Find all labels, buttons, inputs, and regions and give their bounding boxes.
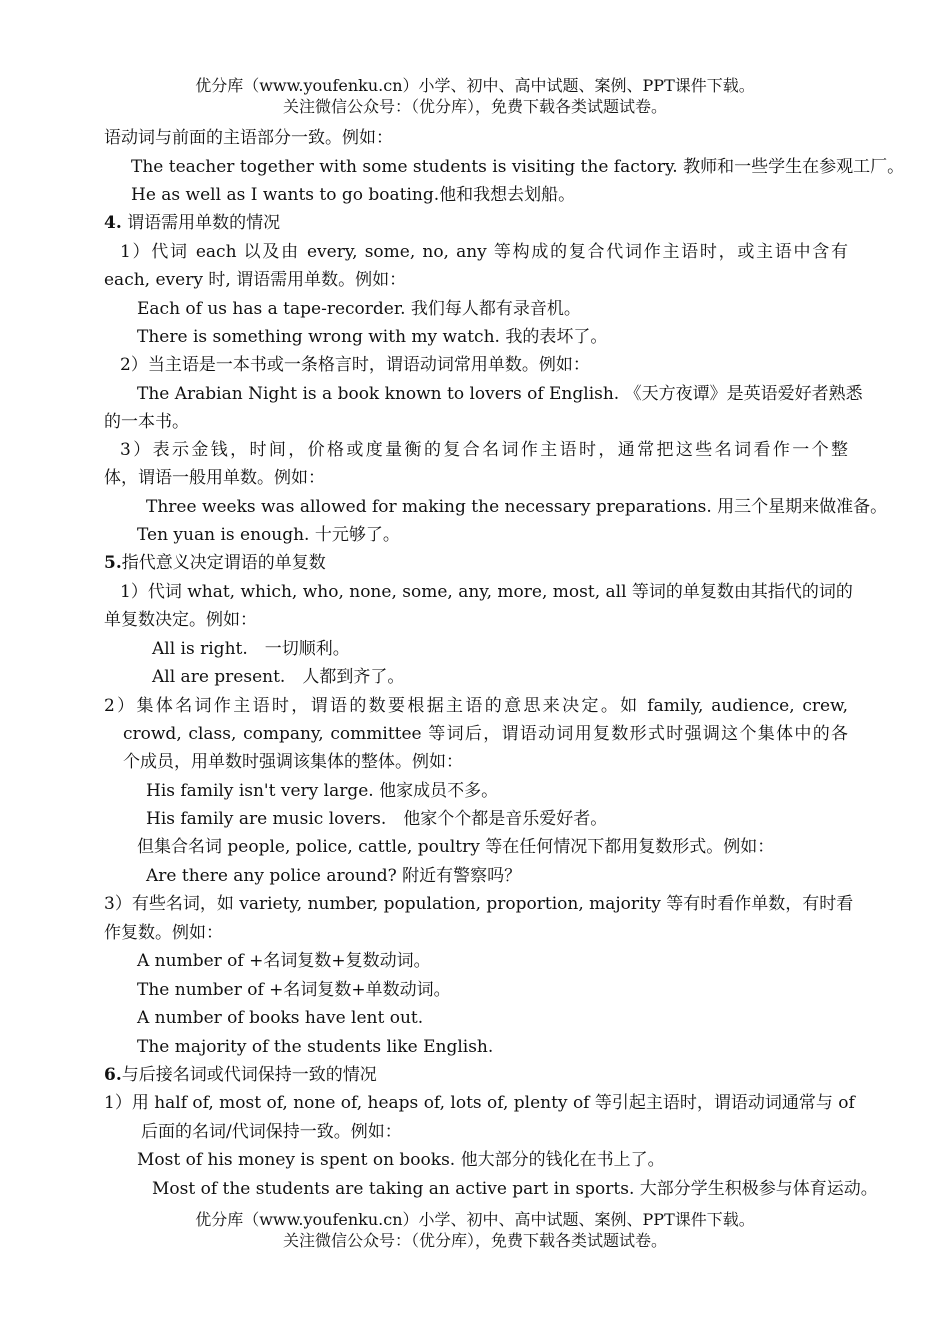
example-text: A number of books have lent out. [137,1008,424,1028]
section-heading-5 [104,549,326,577]
example-text: All are present. 人都到齐了。 [152,667,405,687]
section-title: 指代意义决定谓语的单复数 [121,553,326,573]
section-number: 5. [104,553,122,573]
paragraph-text: each, every 时, 谓语需用单数。例如： [104,270,407,290]
example-text: The Arabian Night is a book known to lovers of English. 《天方夜谭》是英语爱好者熟悉 [137,384,863,404]
example-text: There is something wrong with my watch. 我的表坏了。 [137,327,608,347]
paragraph-text: 1）代词 what, which, who, none, some, any, more, most, all 等词的单复数由其指代的词的 [120,582,853,602]
paragraph-text: crowd, class, company, committee 等词后，谓语动词用复数形式时强调这个集体中的各 [123,724,848,744]
paragraph-text: 单复数决定。例如： [104,610,257,630]
footer-line-1: 优分库（www.youfenku.cn）小学、初中、高中试题、案例、PPT课件下载。 [195,1210,755,1229]
section-heading-4 [104,209,280,237]
paragraph-text: 3）有些名词，如 variety, number, population, proportion, majority 等有时看作单数，有时看 [104,894,854,914]
paragraph-text: 作复数。例如： [104,923,223,943]
example-text: The majority of the students like English. [137,1037,494,1057]
header-line-1: 优分库（www.youfenku.cn）小学、初中、高中试题、案例、PPT课件下载。 [195,76,755,95]
paragraph-text: 后面的名词/代词保持一致。例如： [141,1122,402,1142]
example-text: Each of us has a tape-recorder. 我们每人都有录音机。 [137,299,581,319]
example-text: Three weeks was allowed for making the necessary preparations. 用三个星期来做准备。 [146,497,888,517]
example-text: Most of his money is spent on books. 他大部分的钱化在书上了。 [137,1150,665,1170]
paragraph-text: 个成员，用单数时强调该集体的整体。例如： [123,752,463,772]
example-text: The number of +名词复数+单数动词。 [137,980,451,1000]
example-text: His family isn't very large. 他家成员不多。 [146,781,499,801]
paragraph-text: 3）表示金钱，时间，价格或度量衡的复合名词作主语时，通常把这些名词看作一个整 [120,440,848,460]
paragraph-text: 2）当主语是一本书或一条格言时，谓语动词常用单数。例如： [120,355,590,375]
example-text: Ten yuan is enough. 十元够了。 [137,525,400,545]
intro-text: 语动词与前面的主语部分一致。例如： [104,128,393,148]
footer-line-2: 关注微信公众号：（优分库），免费下载各类试题试卷。 [282,1231,667,1250]
section-number: 4. [104,213,122,233]
note-text: 但集合名词 people, police, cattle, poultry 等在任何情况下都用复数形式。例如： [137,837,775,857]
example-text: Most of the students are taking an active part in sports. 大部分学生积极参与体育运动。 [152,1179,878,1199]
example-text: His family are music lovers. 他家个个都是音乐爱好者。 [146,809,608,829]
example-text: The teacher together with some students is visiting the factory. 教师和一些学生在参观工厂。 [131,157,905,177]
paragraph-text: 1）用 half of, most of, none of, heaps of, lots of, plenty of 等引起主语时，谓语动词通常与 of [104,1093,855,1113]
section-title: 与后接名词或代词保持一致的情况 [121,1065,377,1085]
header-line-2: 关注微信公众号：（优分库），免费下载各类试题试卷。 [282,97,667,116]
example-text: A number of +名词复数+复数动词。 [137,951,431,971]
paragraph-text: 体，谓语一般用单数。例如： [104,468,325,488]
paragraph-text: 2）集体名词作主语时，谓语的数要根据主语的意思来决定。如 family, audience, crew, [104,696,848,716]
example-text: All is right. 一切顺利。 [152,639,350,659]
example-text: Are there any police around? 附近有警察吗？ [146,866,522,886]
section-title: 谓语需用单数的情况 [121,213,281,233]
example-text: He as well as I wants to go boating.他和我想去划船。 [131,185,576,205]
section-number: 6. [104,1065,122,1085]
example-text: 的一本书。 [104,412,189,432]
paragraph-text: 1）代词 each 以及由 every, some, no, any 等构成的复合代词作主语时，或主语中含有 [120,242,848,262]
section-heading-6 [104,1061,377,1089]
